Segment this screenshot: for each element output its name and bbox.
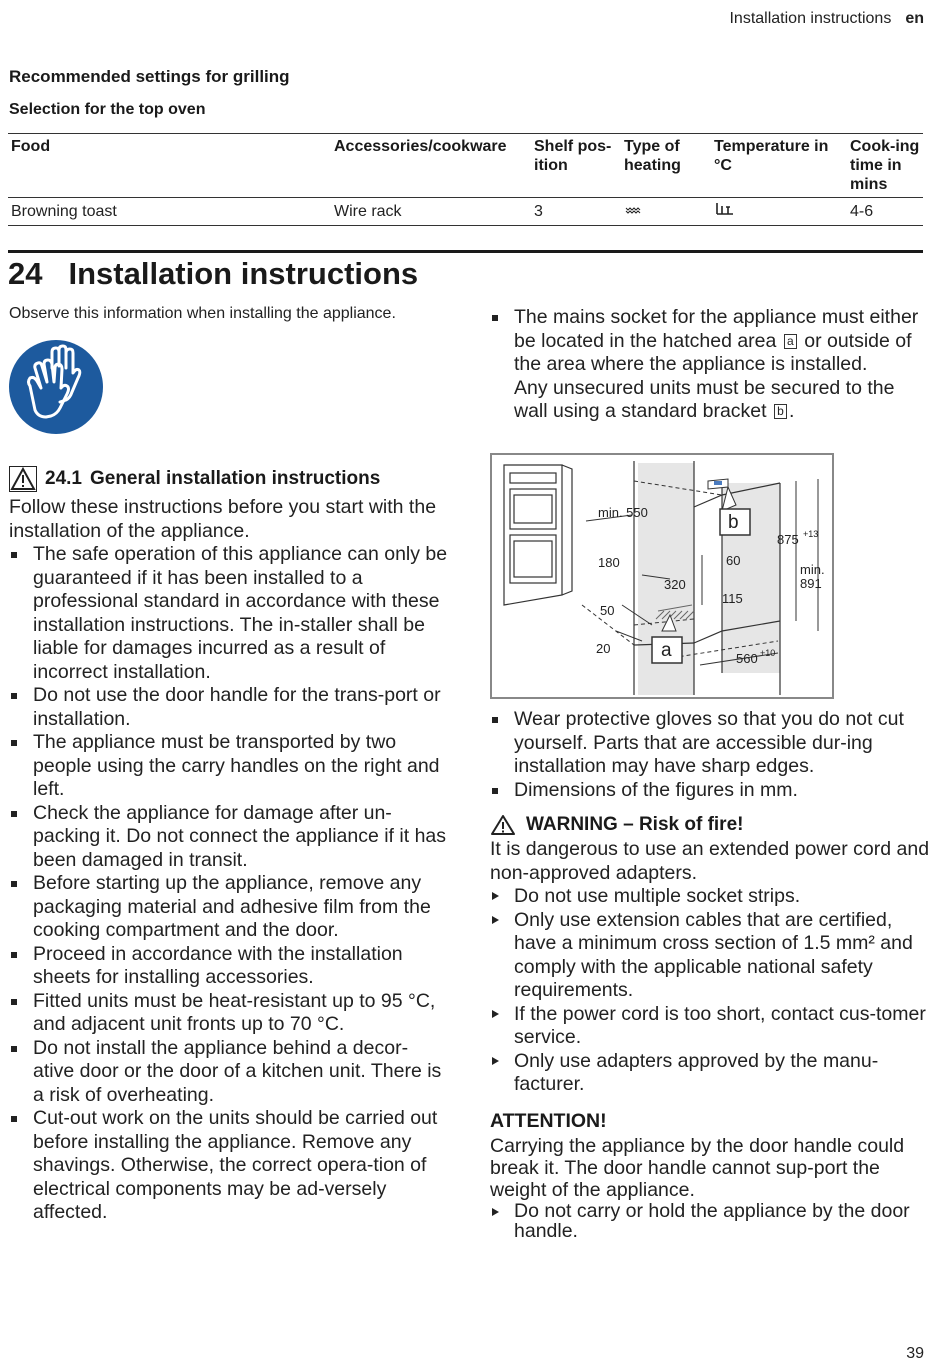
socket-instructions [490, 306, 924, 424]
attention-notice [490, 1110, 924, 1241]
diagram-label-a: a [661, 640, 672, 661]
dim-50: 50 [600, 603, 615, 618]
protective-gloves-icon [8, 338, 104, 436]
col-shelf: Shelf pos-ition [531, 134, 621, 198]
label-b-box: b [774, 404, 787, 419]
socket-text-a: The mains socket for the appliance must either be located in the hatched area [514, 306, 919, 352]
warning-text: It is dangerous to use an extended power cord and non-approved adapters. [490, 838, 930, 884]
page-number: 39 [906, 1345, 924, 1362]
section-number: 24 [8, 256, 43, 291]
cell-food: Browning toast [8, 198, 331, 226]
running-header [729, 10, 924, 28]
attention-list [490, 1201, 924, 1241]
cell-heating [621, 198, 711, 226]
attention-title: ATTENTION! [490, 1110, 607, 1132]
list-item: Before starting up the appliance, remove any packaging material and adhesive film from the cooking compartment and the door. [9, 872, 449, 943]
dim-60: 60 [726, 553, 741, 568]
general-list [9, 543, 449, 1225]
dim-560-tolerance: +10 [760, 648, 776, 658]
dim-min-label: min. [800, 562, 825, 577]
list-item: Proceed in accordance with the installation sheets for installing accessories. [9, 943, 449, 990]
list-item: Dimensions of the figures in mm. [490, 779, 924, 803]
grill-table [8, 133, 923, 226]
general-number: 24.1 [45, 468, 82, 489]
warning-triangle-icon [9, 466, 37, 492]
col-food: Food [8, 134, 331, 198]
grill-icon [624, 206, 642, 216]
col-temperature: Temperature in °C [711, 134, 847, 198]
dim-875: 875 [777, 532, 799, 547]
dim-560: 560 [736, 651, 758, 666]
fire-warning [490, 814, 930, 1097]
header-lang: en [905, 10, 924, 27]
warning-list [490, 885, 930, 1097]
general-title: General installation instructions [89, 468, 381, 489]
list-item: Only use adapters approved by the manu-facturer. [490, 1050, 930, 1097]
installation-diagram [490, 453, 834, 699]
warning-heading [490, 814, 930, 836]
list-item: Do not carry or hold the appliance by the door handle. [490, 1201, 924, 1241]
bracket-text-b: . [788, 400, 795, 422]
list-item: Check the appliance for damage after un-packing it. Do not connect the appliance if it has been damaged in transit. [9, 802, 449, 873]
list-item: Fitted units must be heat-resistant up to 95 °C, and adjacent unit fronts up to 70 °C. [9, 990, 449, 1037]
dim-180: 180 [598, 555, 620, 570]
general-instructions [9, 466, 449, 1225]
section-title [8, 256, 418, 292]
general-heading [9, 466, 449, 492]
list-item: Wear protective gloves so that you do not cut yourself. Parts that are accessible dur-ing installation may have sharp edges. [490, 708, 924, 779]
cell-temperature [711, 198, 847, 226]
dim-875-tolerance: +13 [803, 529, 819, 539]
list-item: Do not install the appliance behind a decor-ative door or the door of a kitchen unit. There is a risk of overheating. [9, 1037, 449, 1108]
col-accessories: Accessories/cookware [331, 134, 531, 198]
warning-title: WARNING – Risk of fire! [526, 814, 744, 835]
dim-891: 891 [800, 576, 822, 591]
list-item: Do not use the door handle for the trans-port or installation. [9, 684, 449, 731]
table-row [8, 198, 923, 226]
cell-time: 4-6 [847, 198, 923, 226]
grill-heading: Recommended settings for grilling [9, 67, 290, 86]
grill-subheading: Selection for the top oven [9, 101, 206, 118]
dim-320: 320 [664, 577, 686, 592]
list-item: The appliance must be transported by two people using the carry handles on the right and left. [9, 731, 449, 802]
dim-20: 20 [596, 641, 611, 656]
socket-text-b: or outside of the area where the appliance is installed. [514, 329, 912, 375]
diagram-label-b: b [728, 512, 739, 533]
table-header-row [8, 134, 923, 198]
section-title-text: Installation instructions [68, 256, 419, 291]
section-rule [8, 250, 923, 253]
col-heating: Type of heating [621, 134, 711, 198]
dim-min550: min. 550 [598, 505, 648, 520]
list-item: Only use extension cables that are certified, have a minimum cross section of 1.5 mm² and comply with the applicable national safety requirements. [490, 909, 930, 1003]
dim-115: 115 [722, 591, 743, 606]
cell-shelf: 3 [531, 198, 621, 226]
safety-notes [490, 708, 924, 802]
attention-text: Carrying the appliance by the door handle could break it. The door handle cannot sup-port the weight of the appliance. [490, 1135, 905, 1201]
list-item: Cut-out work on the units should be carried out before installing the appliance. Remove any shavings. Otherwise, the correct opera-tion of electrical components may be ad-versely affected. [9, 1107, 449, 1225]
grill-level-icon [714, 201, 736, 217]
section-intro: Observe this information when installing the appliance. [9, 305, 396, 322]
cell-accessory: Wire rack [331, 198, 531, 226]
list-item: Do not use multiple socket strips. [490, 885, 930, 909]
list-item [490, 306, 924, 424]
bracket-text-a: Any unsecured units must be secured to the wall using a standard bracket [514, 376, 895, 422]
col-time: Cook-ing time in mins [847, 134, 923, 198]
general-intro: Follow these instructions before you start with the installation of the appliance. [9, 496, 437, 542]
list-item: If the power cord is too short, contact cus-tomer service. [490, 1003, 930, 1050]
label-a-box: a [784, 334, 797, 349]
list-item: The safe operation of this appliance can only be guaranteed if it has been installed to a professional standard in accordance with these installation instructions. The in-staller shall be liable for damages incurred as a result of incorrect installation. [9, 543, 449, 684]
header-section: Installation instructions [729, 10, 892, 27]
warning-icon [490, 814, 516, 836]
